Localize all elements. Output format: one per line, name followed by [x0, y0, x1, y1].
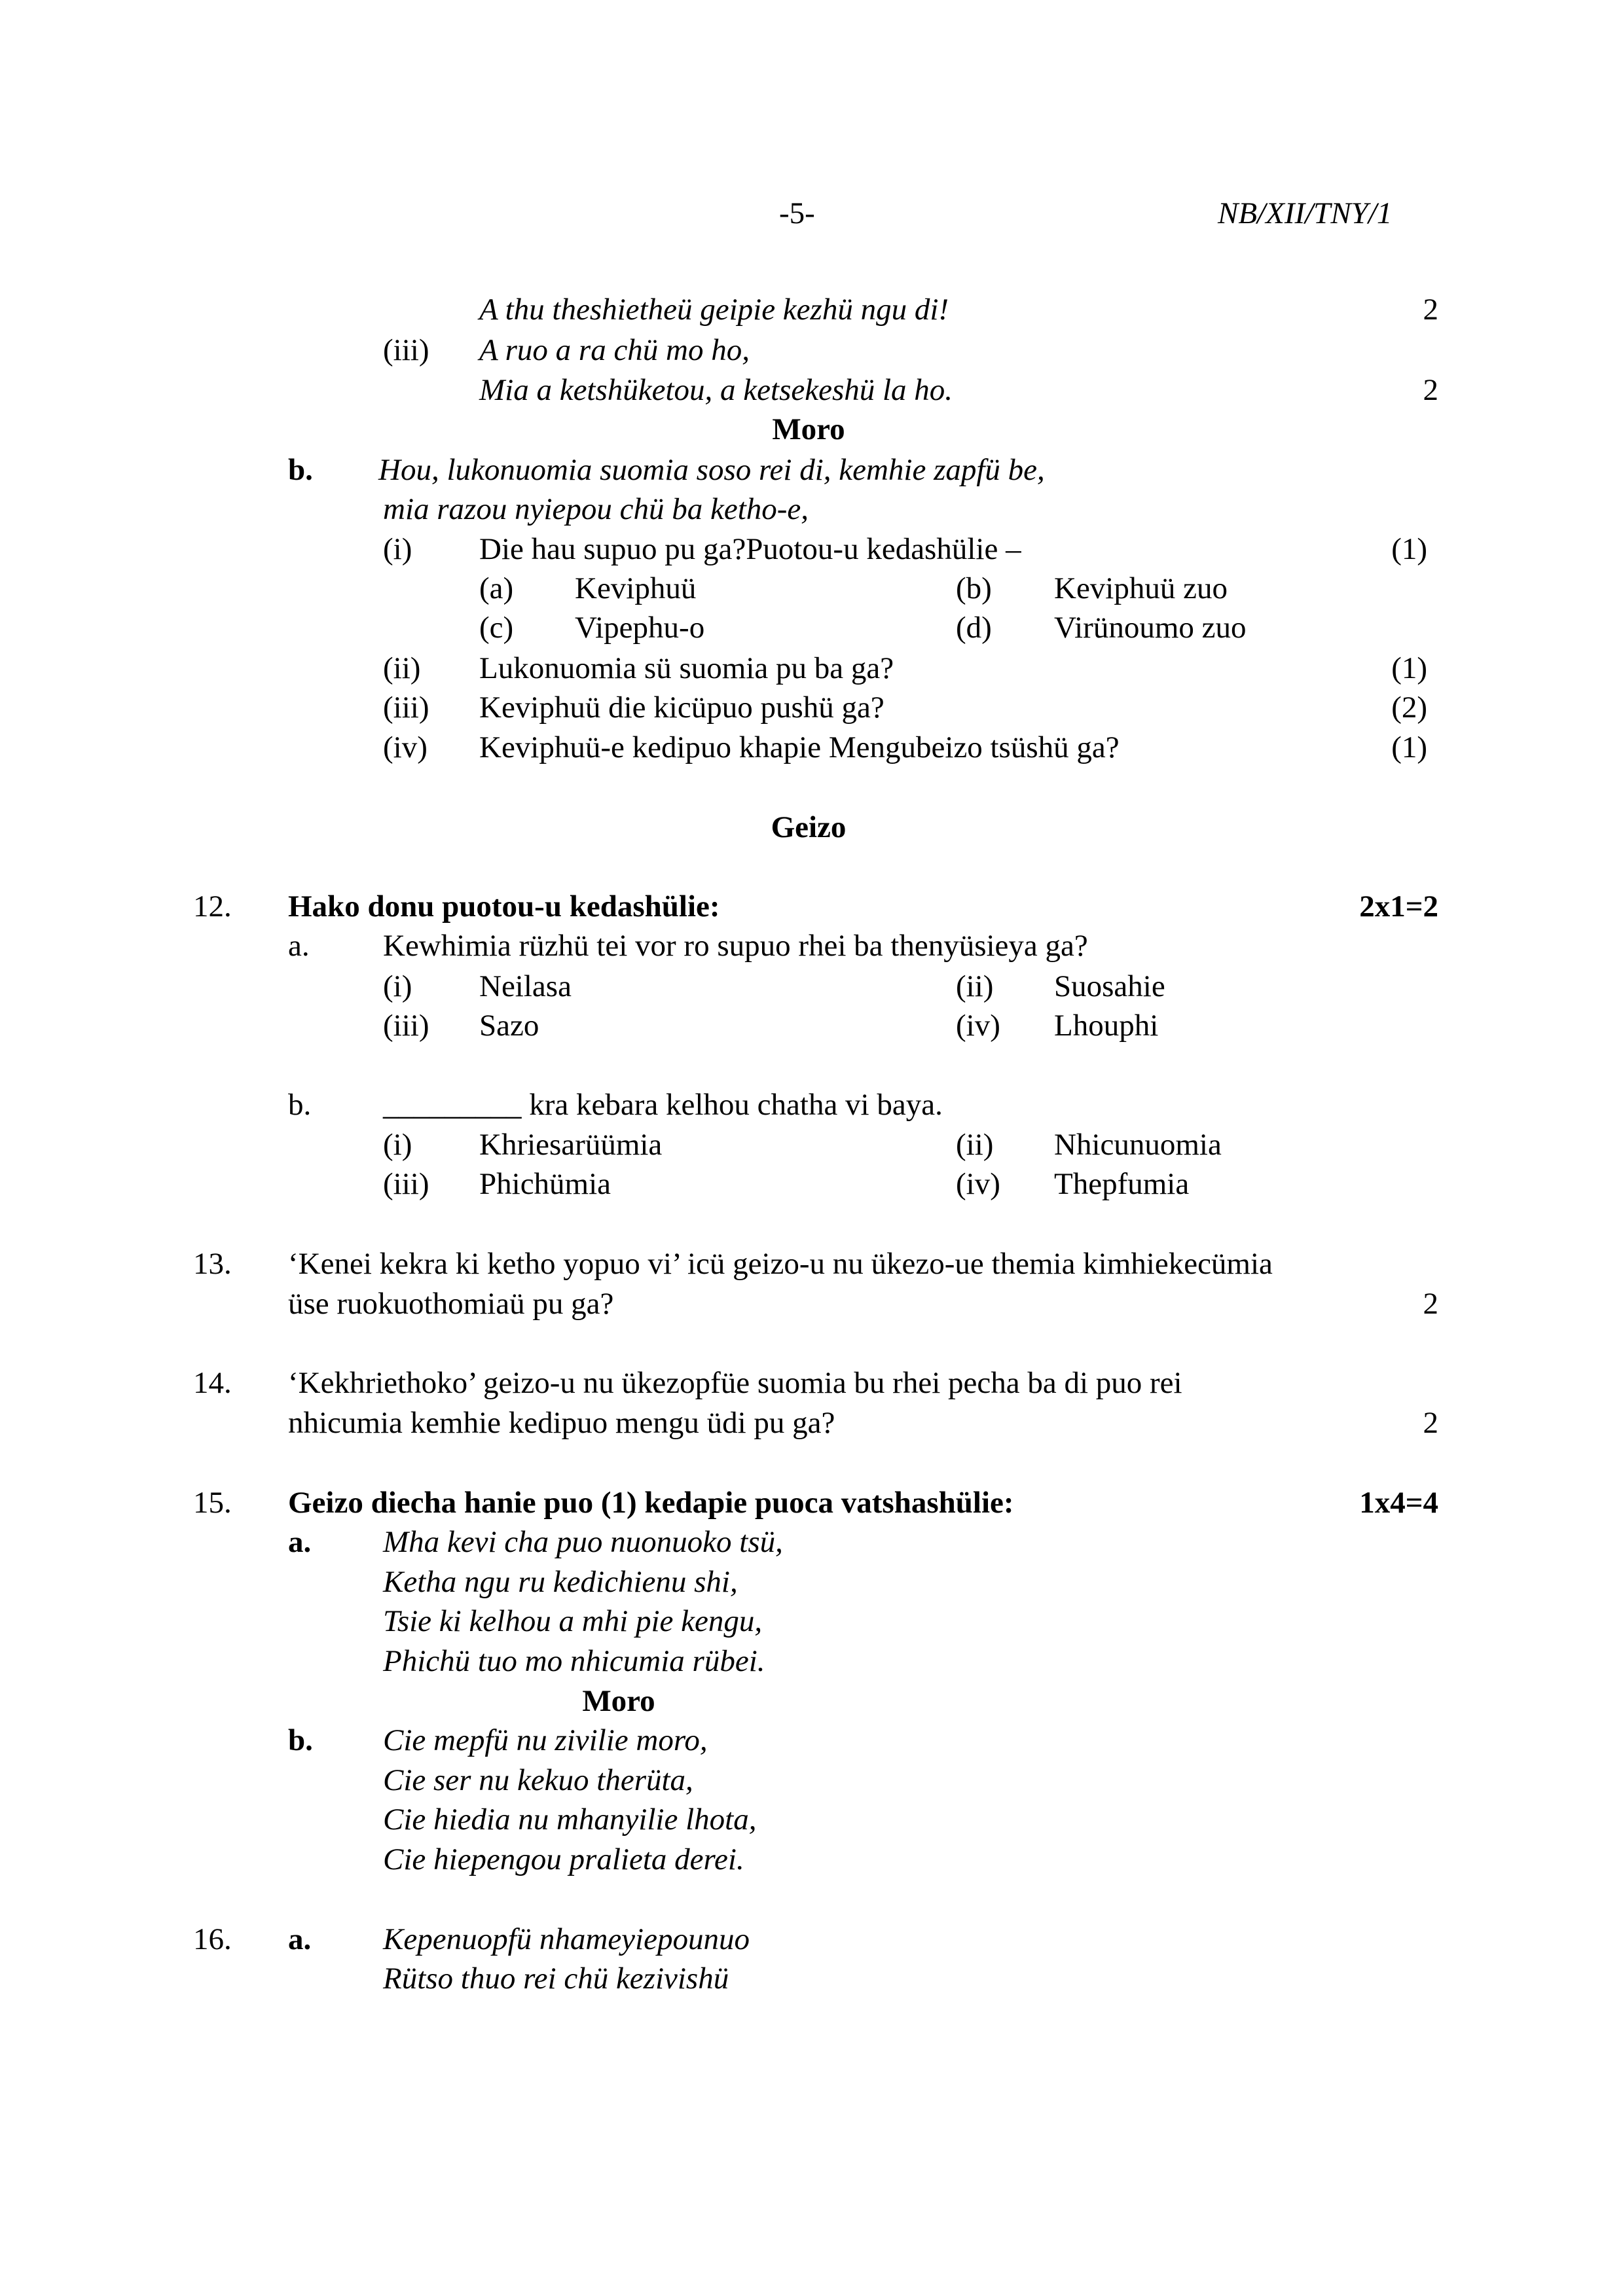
question-text: ‘Kenei kekra ki ketho yopuo vi’ icü geizo-u nu ükezo-ue themia kimhiekecümia	[288, 1247, 1273, 1281]
option-label: (i)	[383, 1128, 412, 1162]
option-label: (iii)	[383, 1167, 429, 1201]
question-number: 14.	[193, 1366, 232, 1400]
marks: 2	[1423, 293, 1438, 327]
marks: 2x1=2	[1359, 889, 1438, 924]
marks: 2	[1423, 1406, 1438, 1440]
option-text: Nhicunuomia	[1054, 1128, 1222, 1162]
question-number: 16.	[193, 1922, 232, 1956]
poem-line: Cie hiepengou pralieta derei.	[383, 1842, 744, 1876]
option-text: Khriesarüümia	[479, 1128, 663, 1162]
part-label: a.	[288, 1525, 312, 1559]
section-title: Geizo	[771, 810, 847, 844]
question-instruction: Hako donu puotou-u kedashülie:	[288, 889, 720, 924]
option-label: (ii)	[956, 1128, 994, 1162]
option-label: (iv)	[956, 1167, 1000, 1201]
poem-line: Kepenuopfü nhameyiepounuo	[383, 1922, 750, 1956]
poem-line: Phichü tuo mo nhicumia rübei.	[383, 1644, 765, 1678]
poem-line: A thu theshietheü geipie kezhü ngu di!	[479, 293, 949, 327]
question-text: üse ruokuothomiaü pu ga?	[288, 1287, 614, 1321]
passage-line: Hou, lukonuomia suomia soso rei di, kemhie zapfü be,	[378, 453, 1045, 487]
poem-line: Cie hiedia nu mhanyilie lhota,	[383, 1803, 757, 1837]
part-label: a.	[288, 929, 310, 963]
marks: (1)	[1391, 532, 1427, 566]
option-label: (a)	[479, 571, 514, 605]
question-text: ‘Kekhriethoko’ geizo-u nu ükezopfüe suomia bu rhei pecha ba di puo rei	[288, 1366, 1182, 1400]
option-text: Virünoumo zuo	[1054, 611, 1247, 645]
or-label: Moro	[772, 412, 845, 446]
option-text: Keviphuü	[575, 571, 697, 605]
question-number: 15.	[193, 1486, 232, 1520]
option-text: Vipephu-o	[575, 611, 705, 645]
poem-line: Cie ser nu kekuo therüta,	[383, 1763, 693, 1797]
question-text: Kewhimia rüzhü tei vor ro supuo rhei ba thenyüsieya ga?	[383, 929, 1088, 963]
marks: 1x4=4	[1359, 1486, 1438, 1520]
option-text: Sazo	[479, 1009, 539, 1043]
marks: (1)	[1391, 651, 1427, 685]
or-label: Moro	[582, 1684, 655, 1718]
option-label: (b)	[956, 571, 992, 605]
part-label: b.	[288, 453, 313, 487]
part-label: b.	[288, 1088, 312, 1122]
passage-line: mia razou nyiepou chü ba ketho-e,	[383, 492, 809, 526]
question-instruction: Geizo diecha hanie puo (1) kedapie puoca vatshashülie:	[288, 1486, 1014, 1520]
sub-question-number: (iii)	[383, 691, 429, 725]
poem-line: Ketha ngu ru kedichienu shi,	[383, 1565, 738, 1599]
marks: 2	[1423, 1287, 1438, 1321]
option-label: (iv)	[956, 1009, 1000, 1043]
marks: 2	[1423, 373, 1438, 407]
poem-line: Mia a ketshüketou, a ketsekeshü la ho.	[479, 373, 953, 407]
sub-question-text: Lukonuomia sü suomia pu ba ga?	[479, 651, 894, 685]
question-number: 12.	[193, 889, 232, 924]
poem-line: Mha kevi cha puo nuonuoko tsü,	[383, 1525, 783, 1559]
poem-line: Rütso thuo rei chü kezivishü	[383, 1962, 729, 1996]
sub-question-number: (i)	[383, 532, 412, 566]
question-text: nhicumia kemhie kedipuo mengu üdi pu ga?	[288, 1406, 835, 1440]
option-text: Neilasa	[479, 969, 572, 1003]
sub-question-number: (iii)	[383, 333, 429, 367]
option-text: Suosahie	[1054, 969, 1165, 1003]
part-label: a.	[288, 1922, 312, 1956]
question-number: 13.	[193, 1247, 232, 1281]
poem-line: A ruo a ra chü mo ho,	[479, 333, 750, 367]
sub-question-text: Keviphuü die kicüpuo pushü ga?	[479, 691, 884, 725]
option-label: (i)	[383, 969, 412, 1003]
paper-code: NB/XII/TNY/1	[1218, 196, 1393, 230]
marks: (1)	[1391, 730, 1427, 764]
page-number: -5-	[779, 196, 815, 230]
option-text: Keviphuü zuo	[1054, 571, 1228, 605]
sub-question-number: (iv)	[383, 730, 428, 764]
option-label: (c)	[479, 611, 514, 645]
option-text: Lhouphi	[1054, 1009, 1159, 1043]
option-label: (d)	[956, 611, 992, 645]
sub-question-number: (ii)	[383, 651, 421, 685]
question-text: _________ kra kebara kelhou chatha vi baya.	[383, 1088, 943, 1122]
poem-line: Tsie ki kelhou a mhi pie kengu,	[383, 1604, 763, 1638]
option-label: (ii)	[956, 969, 994, 1003]
poem-line: Cie mepfü nu zivilie moro,	[383, 1723, 708, 1757]
marks: (2)	[1391, 691, 1427, 725]
sub-question-text: Die hau supuo pu ga?Puotou-u kedashülie –	[479, 532, 1021, 566]
option-text: Phichümia	[479, 1167, 611, 1201]
option-label: (iii)	[383, 1009, 429, 1043]
part-label: b.	[288, 1723, 313, 1757]
sub-question-text: Keviphuü-e kedipuo khapie Mengubeizo tsüshü ga?	[479, 730, 1120, 764]
option-text: Thepfumia	[1054, 1167, 1190, 1201]
